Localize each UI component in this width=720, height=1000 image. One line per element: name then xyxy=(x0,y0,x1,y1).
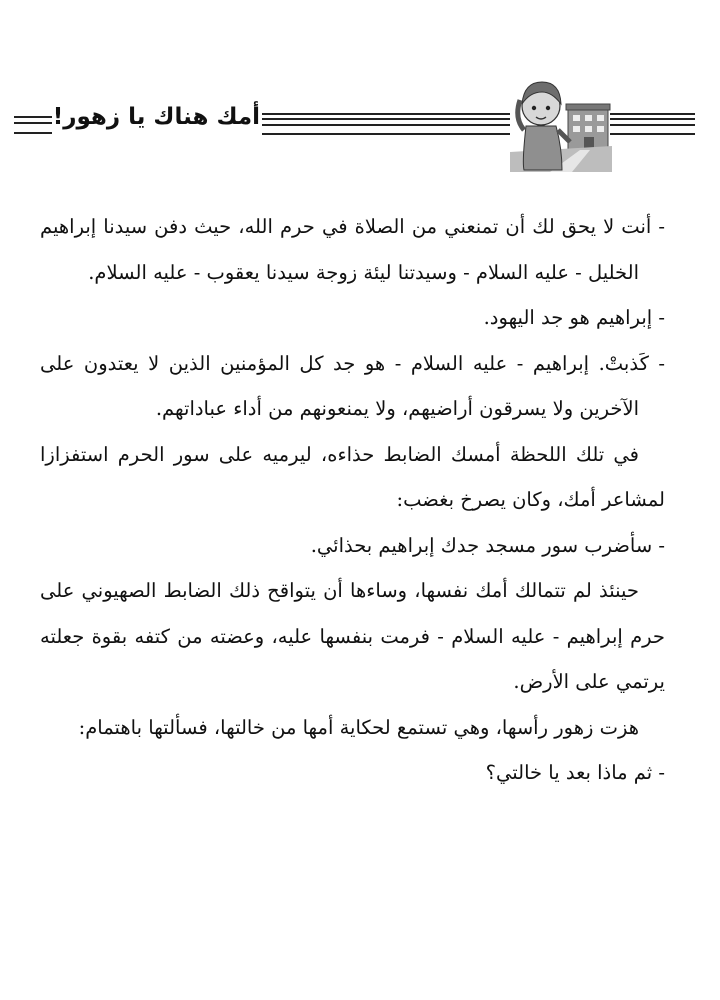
story-text xyxy=(40,204,665,796)
decorative-rule-right xyxy=(610,113,695,135)
dialogue-line: - أنت لا يحق لك أن تمنعني من الصلاة في حرم الله، حيث دفن سيدنا إبراهيم الخليل - عليه السلام - وسيدتنا ليئة زوجة سيدنا يعقوب - عليه السلام. xyxy=(40,215,665,284)
girl-by-building-illustration xyxy=(510,70,612,172)
narration-paragraph: في تلك اللحظة أمسك الضابط حذاءه، ليرميه على سور الحرم استفزازا لمشاعر أمك، وكان يصرخ بغضب: xyxy=(40,442,665,511)
dialogue-line: - سأضرب سور مسجد جدك إبراهيم بحذائي. xyxy=(310,533,665,557)
narration-paragraph: هزت زهور رأسها، وهي تستمع لحكاية أمها من خالتها، فسألتها باهتمام: xyxy=(78,715,639,739)
decorative-rule-middle xyxy=(262,113,510,135)
chapter-header xyxy=(0,0,720,180)
dialogue-line: - ثم ماذا بعد يا خالتي؟ xyxy=(485,761,665,784)
dialogue-line: - إبراهيم هو جد اليهود. xyxy=(483,306,665,329)
decorative-rule-left xyxy=(14,116,52,134)
dialogue-line: - كَذبتْ. إبراهيم - عليه السلام - هو جد كل المؤمنين الذين لا يعتدون على الآخرين ولا يسرقون أراضيهم، ولا يمنعونهم من أداء عباداتهم. xyxy=(40,351,665,420)
narration-paragraph: حينئذ لم تتمالك أمك نفسها، وساءها أن يتواقح ذلك الضابط الصهيوني على حرم إبراهيم - عليه السلام - فرمت بنفسها عليه، وعضته من كتفه بقوة جعلته يرتمي على الأرض. xyxy=(40,579,665,693)
chapter-title: أمك هناك يا زهور! xyxy=(52,104,260,130)
